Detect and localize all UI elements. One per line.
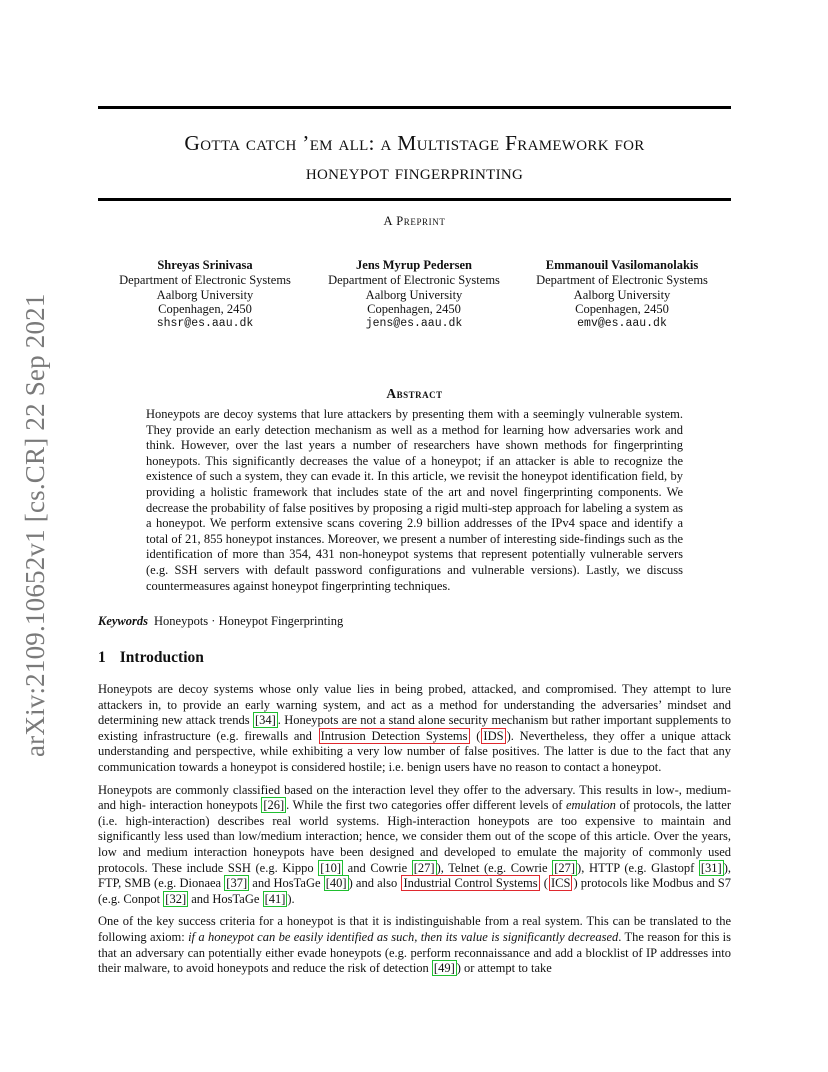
text-run: ( bbox=[540, 876, 548, 891]
acronym-link[interactable]: IDS bbox=[483, 728, 504, 743]
keywords-text: Honeypots · Honeypot Fingerprinting bbox=[154, 614, 344, 628]
body-text bbox=[98, 682, 731, 984]
title-colon: : bbox=[368, 131, 375, 155]
citation-link[interactable]: [27] bbox=[554, 860, 576, 875]
text-run: ( bbox=[470, 728, 481, 743]
author-city: Copenhagen, 2450 bbox=[575, 302, 669, 317]
citation-link[interactable]: [32] bbox=[165, 891, 187, 906]
author-email[interactable]: emv@es.aau.dk bbox=[577, 317, 667, 331]
emphasis-text: emulation bbox=[565, 798, 616, 813]
title-top-rule bbox=[98, 106, 731, 109]
author-name: Shreyas Srinivasa bbox=[157, 258, 253, 272]
section-number: 1 bbox=[98, 649, 106, 666]
text-run: ). Nevertheless, they offer a unique attack understanding and perspective, while exhibiting a very low number of false positives. The latter is due to the fact that any communication towards a honeypot is considered hostile; i.e. benign users have no reason to contact a honeypot. bbox=[98, 728, 731, 774]
author-department: Department of Electronic Systems bbox=[536, 272, 708, 287]
citation-link[interactable]: [40] bbox=[325, 876, 347, 891]
paragraph-2 bbox=[98, 783, 731, 908]
text-run: and HosTaGe bbox=[188, 891, 263, 906]
author-city: Copenhagen, 2450 bbox=[367, 302, 461, 317]
author-email[interactable]: jens@es.aau.dk bbox=[365, 317, 463, 331]
author-card bbox=[100, 258, 310, 332]
text-run: ), HTTP (e.g. Glastopf bbox=[577, 860, 699, 875]
author-department: Department of Electronic Systems bbox=[119, 272, 291, 287]
citation-link[interactable]: [31] bbox=[700, 860, 722, 875]
text-run: . The reason for this is that an adversary can potentially either evade honeypots (e.g. perform reconnaissance and add a blocklist of IP addresses into their malware, to avoid honeypots and reduce the risk of detection bbox=[98, 929, 732, 976]
author-city: Copenhagen, 2450 bbox=[158, 302, 252, 317]
acronym-link[interactable]: Intrusion Detection Systems bbox=[320, 728, 468, 743]
text-run: . While the first two categories offer different levels of bbox=[286, 798, 566, 813]
acronym-link[interactable]: Industrial Control Systems bbox=[403, 876, 538, 891]
text-run: Honeypots are commonly classified based on the interaction level they offer to the adversary. This results in low-, medium- and high- interaction honeypots bbox=[98, 782, 731, 813]
text-run: ) or attempt to take bbox=[456, 961, 552, 976]
text-run: ) and also bbox=[348, 876, 401, 891]
paper-title bbox=[98, 129, 731, 187]
paragraph-3 bbox=[98, 914, 731, 976]
text-run: ). bbox=[287, 891, 295, 906]
title-line-2: honeypot fingerprinting bbox=[305, 160, 524, 184]
abstract-heading: Abstract bbox=[386, 386, 443, 401]
paragraph-1 bbox=[98, 682, 731, 776]
citation-link[interactable]: [26] bbox=[263, 798, 285, 813]
author-department: Department of Electronic Systems bbox=[328, 272, 500, 287]
keywords-line bbox=[98, 614, 343, 629]
abstract-text: Honeypots are decoy systems that lure attackers by presenting them with a seemingly vulnerable system. They provide an early detection mechanism as well as a method for learning how adversaries work and think. However, over the last years a number of researchers have shown methods for fingerprinting honeypots. This significantly decreases the value of a honeypot; if an attacker is able to recognize the existence of such a system, they can evade it. In this article, we revisit the honeypot identification field, by providing a holistic framework that includes state of the art and novel fingerprinting components. We decrease the probability of false positives by proposing a rigid multi-step approach for labeling a system as a honeypot. We perform extensive scans covering 2.9 billion addresses of the IPv4 space and identify a total of 21, 855 honeypot instances. Moreover, we present a number of interesting side-findings such as the identification of more than 354, 431 non-honeypot systems that represent potentially vulnerable servers (e.g. SSH servers with default password configurations and vulnerable versions). Lastly, we discuss countermeasures against honeypot fingerprinting techniques. bbox=[146, 407, 683, 593]
section-title: Introduction bbox=[119, 649, 204, 666]
author-university: Aalborg University bbox=[573, 287, 671, 302]
title-part-1: Gotta catch ’em all bbox=[184, 131, 369, 155]
title-bottom-rule bbox=[98, 198, 731, 201]
text-run: ) protocols like Modbus and S7 (e.g. Conpot bbox=[98, 876, 732, 906]
section-heading bbox=[98, 649, 204, 667]
citation-link[interactable]: [10] bbox=[320, 860, 342, 875]
author-university: Aalborg University bbox=[156, 287, 254, 302]
text-run: and Cowrie bbox=[343, 860, 412, 875]
citation-link[interactable]: [49] bbox=[433, 961, 455, 976]
citation-link[interactable]: [27] bbox=[413, 860, 435, 875]
author-card bbox=[309, 258, 519, 332]
text-run: . Honeypots are not a stand alone security mechanism but rather important supplements to existing infrastructure (e.g. firewalls and bbox=[98, 713, 731, 743]
author-email[interactable]: shsr@es.aau.dk bbox=[156, 317, 254, 331]
author-card bbox=[517, 258, 727, 332]
author-name: Emmanouil Vasilomanolakis bbox=[545, 258, 699, 272]
citation-link[interactable]: [34] bbox=[254, 713, 276, 728]
emphasis-text: if a honeypot can be easily identified as such, then its value is significantly decreased bbox=[188, 929, 619, 944]
text-run: ), FTP, SMB (e.g. Dionaea bbox=[98, 860, 731, 891]
arxiv-identifier-stamp: arXiv:2109.10652v1 [cs.CR] 22 Sep 2021 bbox=[20, 293, 50, 757]
text-run: and HosTaGe bbox=[249, 876, 324, 891]
preprint-label: A Preprint bbox=[383, 214, 446, 228]
text-run: ), Telnet (e.g. Cowrie bbox=[436, 860, 553, 875]
text-run: One of the key success criteria for a honeypot is that it is indistinguishable from a real system. This can be translated to the following axiom: bbox=[98, 914, 731, 944]
text-run: Honeypots are decoy systems whose only value lies in being probed, attacked, and compromised. They attempt to lure attackers in, to provide an early warning system, and act as a method for understanding the adversaries’ mindset and determining new attack trends bbox=[98, 682, 731, 728]
author-university: Aalborg University bbox=[365, 287, 463, 302]
acronym-link[interactable]: ICS bbox=[550, 876, 571, 891]
keywords-label: Keywords bbox=[98, 614, 148, 628]
author-name: Jens Myrup Pedersen bbox=[356, 258, 472, 272]
citation-link[interactable]: [41] bbox=[264, 891, 286, 906]
text-run: of protocols, the latter (i.e. high-interaction) describes real world systems. High-interaction honeypots are too expensive to maintain and significantly less used than low/medium interaction; hence, we consider them out of the scope of this article. Over the years, low and medium interaction honeypots have been designed and developed to emulate the majority of commonly used protocols. These include SSH (e.g. Kippo bbox=[98, 798, 731, 875]
citation-link[interactable]: [37] bbox=[226, 876, 248, 891]
title-part-2: a Multistage Framework for bbox=[374, 131, 645, 155]
